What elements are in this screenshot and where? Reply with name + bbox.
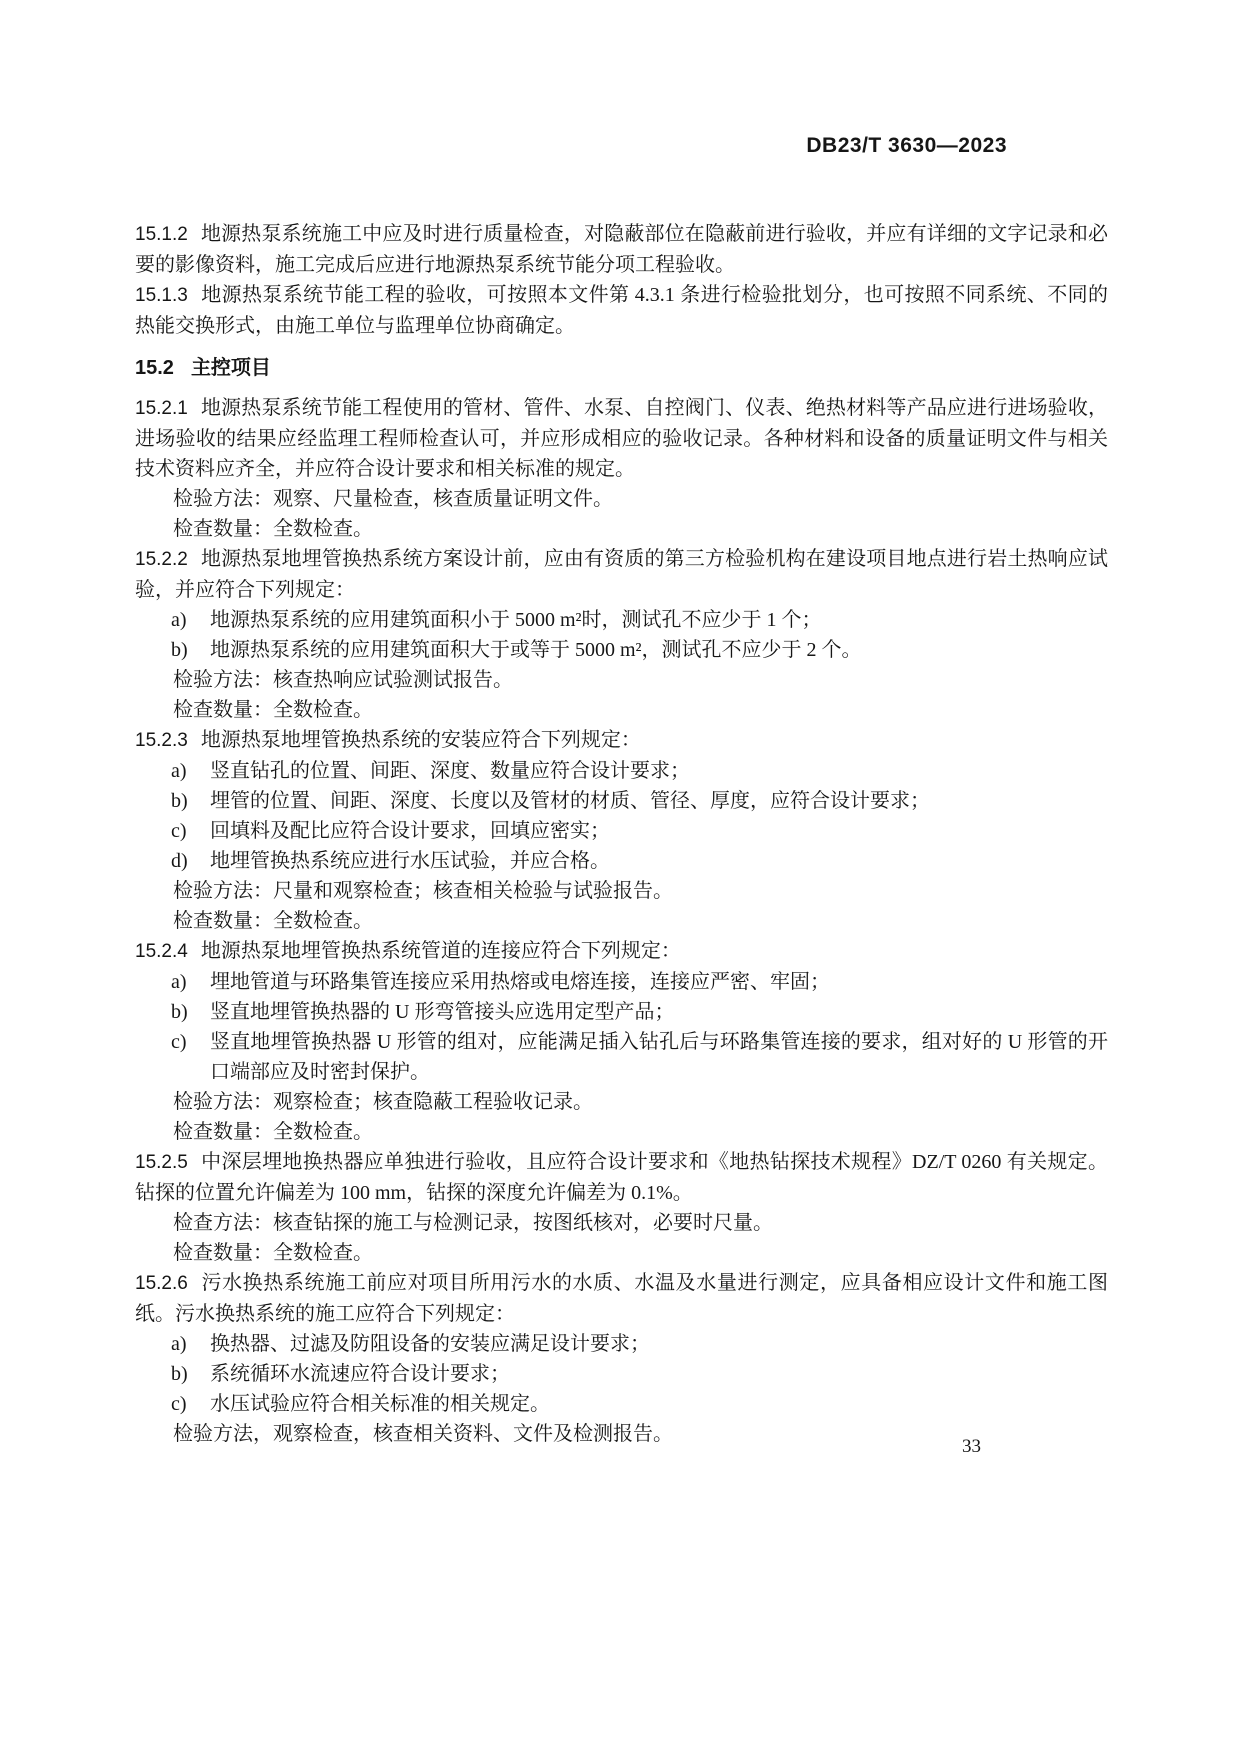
- text-content: 检查数量：全数检查。: [173, 910, 373, 932]
- list-item-label: a): [171, 1333, 187, 1355]
- list-item-label: c): [171, 1031, 187, 1053]
- method-line: [135, 484, 1108, 514]
- text-content: 竖直钻孔的位置、间距、深度、数量应符合设计要求；: [210, 760, 690, 782]
- text-content: 检查数量：全数检查。: [173, 1242, 373, 1264]
- list-item-label: a): [171, 760, 187, 782]
- clause-number: 15.2.3: [135, 730, 188, 751]
- list-item: [135, 635, 1108, 665]
- clause-number: 15.1.2: [135, 224, 188, 245]
- text-content: 检验方法：观察、尺量检查，核查质量证明文件。: [173, 488, 613, 510]
- text-content: 水压试验应符合相关标准的相关规定。: [210, 1393, 550, 1415]
- clause-paragraph: [135, 393, 1108, 484]
- list-item-label: b): [171, 639, 188, 661]
- text-content: 回填料及配比应符合设计要求，回填应密实；: [210, 820, 610, 842]
- text-content: 检验方法：观察检查；核查隐蔽工程验收记录。: [173, 1091, 593, 1113]
- text-content: 地埋管换热系统应进行水压试验，并应合格。: [210, 850, 610, 872]
- text-content: 地源热泵系统施工中应及时进行质量检查，对隐蔽部位在隐蔽前进行验收，并应有详细的文字记录和必要的影像资料，施工完成后应进行地源热泵系统节能分项工程验收。: [135, 223, 1108, 276]
- text-content: 中深层埋地换热器应单独进行验收，且应符合设计要求和《地热钻探技术规程》DZ/T 0260 有关规定。钻探的位置允许偏差为 100 mm，钻探的深度允许偏差为 0.1%。: [135, 1151, 1108, 1204]
- clause-paragraph: [135, 1268, 1108, 1329]
- text-content: 检查数量：全数检查。: [173, 518, 373, 540]
- clause-number: 15.2.4: [135, 941, 188, 962]
- list-item: [135, 816, 1108, 846]
- clause-paragraph: [135, 1147, 1108, 1208]
- text-content: 埋管的位置、间距、深度、长度以及管材的材质、管径、厚度，应符合设计要求；: [210, 790, 930, 812]
- clause-paragraph: [135, 725, 1108, 756]
- method-line: [135, 1238, 1108, 1268]
- list-item-label: d): [171, 850, 188, 872]
- section-heading: [135, 353, 1108, 383]
- text-content: 检查方法：核查钻探的施工与检测记录，按图纸核对，必要时尺量。: [173, 1212, 773, 1234]
- list-item: [135, 1329, 1108, 1359]
- list-item-label: b): [171, 1001, 188, 1023]
- clause-paragraph: [135, 219, 1108, 280]
- text-content: 埋地管道与环路集管连接应采用热熔或电熔连接，连接应严密、牢固；: [210, 971, 830, 993]
- clause-number: 15.2.2: [135, 549, 188, 570]
- list-item: [135, 1027, 1108, 1087]
- text-content: 地源热泵地埋管换热系统方案设计前，应由有资质的第三方检验机构在建设项目地点进行岩土热响应试验，并应符合下列规定：: [135, 548, 1108, 601]
- method-line: [135, 876, 1108, 906]
- list-item: [135, 967, 1108, 997]
- list-item: [135, 1359, 1108, 1389]
- method-line: [135, 1087, 1108, 1117]
- text-content: 检查数量：全数检查。: [173, 699, 373, 721]
- list-item-label: a): [171, 609, 187, 631]
- clause-paragraph: [135, 280, 1108, 341]
- text-content: 主控项目: [190, 357, 271, 379]
- text-content: 地源热泵系统节能工程使用的管材、管件、水泵、自控阀门、仪表、绝热材料等产品应进行进场验收，进场验收的结果应经监理工程师检查认可，并应形成相应的验收记录。各种材料和设备的质量证明文件与相关技术资料应齐全，并应符合设计要求和相关标准的规定。: [135, 397, 1108, 480]
- method-line: [135, 695, 1108, 725]
- page-number: 33: [962, 1436, 981, 1457]
- text-content: 换热器、过滤及防阻设备的安装应满足设计要求；: [210, 1333, 650, 1355]
- text-content: 竖直地埋管换热器 U 形管的组对，应能满足插入钻孔后与环路集管连接的要求，组对好的 U 形管的开口端部应及时密封保护。: [210, 1031, 1108, 1083]
- list-item-label: b): [171, 1363, 188, 1385]
- text-content: 系统循环水流速应符合设计要求；: [210, 1363, 510, 1385]
- list-item: [135, 756, 1108, 786]
- text-content: 地源热泵地埋管换热系统的安装应符合下列规定：: [200, 729, 641, 751]
- text-content: 检验方法：尺量和观察检查；核查相关检验与试验报告。: [173, 880, 673, 902]
- list-item-label: c): [171, 1393, 187, 1415]
- text-content: 地源热泵系统节能工程的验收，可按照本文件第 4.3.1 条进行检验批划分，也可按照不同系统、不同的热能交换形式，由施工单位与监理单位协商确定。: [135, 284, 1108, 337]
- clause-number: 15.2.5: [135, 1152, 188, 1173]
- text-content: 检查数量：全数检查。: [173, 1121, 373, 1143]
- text-content: 检验方法：核查热响应试验测试报告。: [173, 669, 513, 691]
- text-content: 地源热泵系统的应用建筑面积大于或等于 5000 m²，测试孔不应少于 2 个。: [210, 639, 862, 661]
- list-item-label: b): [171, 790, 188, 812]
- clause-number: 15.2: [135, 357, 174, 379]
- clause-number: 15.2.1: [135, 398, 188, 419]
- method-line: [135, 1208, 1108, 1238]
- list-item-label: a): [171, 971, 187, 993]
- document-body: [135, 219, 1108, 1449]
- method-line: [135, 906, 1108, 936]
- doc-number-header: DB23/T 3630—2023: [806, 134, 1007, 157]
- list-item: [135, 1389, 1108, 1419]
- method-line: [135, 514, 1108, 544]
- clause-number: 15.2.6: [135, 1273, 188, 1294]
- list-item: [135, 846, 1108, 876]
- list-item: [135, 997, 1108, 1027]
- list-item: [135, 786, 1108, 816]
- list-item-label: c): [171, 820, 187, 842]
- clause-paragraph: [135, 544, 1108, 605]
- text-content: 地源热泵地埋管换热系统管道的连接应符合下列规定：: [200, 940, 681, 962]
- list-item: [135, 605, 1108, 635]
- clause-number: 15.1.3: [135, 285, 188, 306]
- text-content: 竖直地埋管换热器的 U 形弯管接头应选用定型产品；: [210, 1001, 675, 1023]
- text-content: 地源热泵系统的应用建筑面积小于 5000 m²时，测试孔不应少于 1 个；: [210, 609, 822, 631]
- clause-paragraph: [135, 936, 1108, 967]
- text-content: 污水换热系统施工前应对项目所用污水的水质、水温及水量进行测定，应具备相应设计文件和施工图纸。污水换热系统的施工应符合下列规定：: [135, 1272, 1108, 1325]
- text-content: 检验方法，观察检查，核查相关资料、文件及检测报告。: [173, 1423, 673, 1445]
- method-line: [135, 665, 1108, 695]
- method-line: [135, 1117, 1108, 1147]
